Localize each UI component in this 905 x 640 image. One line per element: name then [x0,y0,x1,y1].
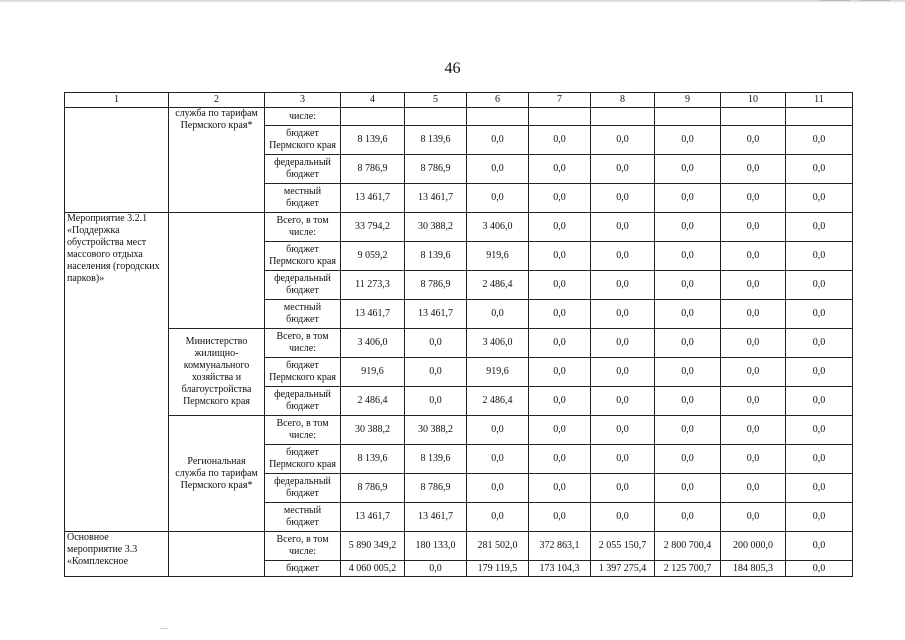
value-cell: 0,0 [721,271,786,300]
value-cell: 13 461,7 [405,184,467,213]
value-cell: 2 125 700,7 [655,561,721,577]
value-cell: 0,0 [786,155,853,184]
value-cell [341,108,405,126]
measure-cell: Основное мероприятие 3.3 «Комплексное [65,532,169,577]
value-cell: 0,0 [529,474,591,503]
value-cell: 0,0 [655,387,721,416]
value-cell: 0,0 [721,387,786,416]
value-cell: 13 461,7 [405,503,467,532]
value-cell: 0,0 [721,474,786,503]
value-cell: 13 461,7 [341,503,405,532]
value-cell: 200 000,0 [721,532,786,561]
value-cell: 8 786,9 [341,474,405,503]
value-cell: 0,0 [591,271,655,300]
value-cell: 0,0 [591,329,655,358]
source-cell: бюджет Пермского края [265,445,341,474]
value-cell: 9 059,2 [341,242,405,271]
org-cell: Министерство жилищно-коммунального хозяйства и благоустройства Пермского края [169,329,265,416]
value-cell: 2 486,4 [341,387,405,416]
value-cell: 0,0 [529,445,591,474]
value-cell: 0,0 [721,300,786,329]
value-cell: 0,0 [786,300,853,329]
value-cell: 30 388,2 [405,416,467,445]
value-cell [405,108,467,126]
value-cell: 0,0 [529,242,591,271]
value-cell: 0,0 [655,416,721,445]
value-cell: 4 060 005,2 [341,561,405,577]
value-cell: 0,0 [467,416,529,445]
org-cell [169,532,265,577]
value-cell: 0,0 [721,445,786,474]
header-cell: 6 [467,93,529,108]
value-cell: 3 406,0 [467,213,529,242]
source-cell: Всего, в том числе: [265,532,341,561]
value-cell: 0,0 [591,474,655,503]
value-cell: 0,0 [655,271,721,300]
value-cell [786,108,853,126]
value-cell: 8 139,6 [341,445,405,474]
value-cell: 0,0 [405,329,467,358]
value-cell: 919,6 [467,242,529,271]
value-cell: 0,0 [591,358,655,387]
value-cell: 0,0 [591,155,655,184]
source-cell: бюджет Пермского края [265,126,341,155]
table-row [65,329,853,358]
header-cell: 7 [529,93,591,108]
value-cell: 8 139,6 [405,126,467,155]
value-cell: 0,0 [529,387,591,416]
measure-cell: Мероприятие 3.2.1 «Поддержка обустройства мест массового отдыха населения (городских парков)» [65,213,169,532]
value-cell: 8 786,9 [405,474,467,503]
value-cell: 0,0 [467,445,529,474]
value-cell: 0,0 [786,532,853,561]
header-cell: 4 [341,93,405,108]
value-cell: 0,0 [786,184,853,213]
source-cell: федеральный бюджет [265,271,341,300]
value-cell: 5 890 349,2 [341,532,405,561]
value-cell: 0,0 [591,445,655,474]
value-cell: 180 133,0 [405,532,467,561]
value-cell: 0,0 [467,474,529,503]
value-cell: 2 800 700,4 [655,532,721,561]
measure-cell [65,108,169,213]
value-cell: 0,0 [529,126,591,155]
value-cell: 0,0 [655,503,721,532]
header-row [65,93,853,108]
value-cell: 372 863,1 [529,532,591,561]
value-cell: 0,0 [655,300,721,329]
value-cell: 0,0 [786,503,853,532]
value-cell: 8 139,6 [405,242,467,271]
source-cell: местный бюджет [265,300,341,329]
page-number: 46 [444,60,461,77]
source-cell: бюджет [265,561,341,577]
value-cell: 0,0 [529,503,591,532]
value-cell: 0,0 [529,416,591,445]
value-cell: 0,0 [721,416,786,445]
value-cell: 0,0 [405,561,467,577]
value-cell: 0,0 [529,271,591,300]
value-cell: 0,0 [655,184,721,213]
value-cell: 3 406,0 [467,329,529,358]
source-cell: местный бюджет [265,503,341,532]
source-cell: бюджет Пермского края [265,242,341,271]
value-cell: 0,0 [655,155,721,184]
table-row [65,213,853,242]
value-cell: 919,6 [467,358,529,387]
value-cell: 13 461,7 [341,300,405,329]
value-cell: 0,0 [721,126,786,155]
value-cell: 0,0 [467,300,529,329]
source-cell: федеральный бюджет [265,155,341,184]
value-cell: 0,0 [591,242,655,271]
value-cell: 0,0 [529,213,591,242]
value-cell: 184 805,3 [721,561,786,577]
value-cell: 0,0 [721,358,786,387]
value-cell: 0,0 [655,474,721,503]
source-cell: Всего, в том числе: [265,329,341,358]
source-cell: Всего, в том числе: [265,416,341,445]
value-cell: 0,0 [529,300,591,329]
value-cell: 0,0 [591,213,655,242]
value-cell: 0,0 [405,387,467,416]
org-cell: служба по тарифам Пермского края* [169,108,265,213]
value-cell: 13 461,7 [405,300,467,329]
table-row [65,532,853,561]
value-cell: 0,0 [655,242,721,271]
table-row [65,108,853,126]
value-cell: 8 786,9 [405,155,467,184]
scan-mark [820,0,850,7]
value-cell: 0,0 [405,358,467,387]
value-cell: 2 486,4 [467,271,529,300]
value-cell [591,108,655,126]
value-cell: 0,0 [467,155,529,184]
value-cell: 0,0 [786,213,853,242]
value-cell: 173 104,3 [529,561,591,577]
value-cell: 0,0 [786,445,853,474]
value-cell: 0,0 [786,271,853,300]
source-cell: Всего, в том числе: [265,213,341,242]
value-cell: 0,0 [591,126,655,155]
value-cell: 3 406,0 [341,329,405,358]
value-cell: 0,0 [591,184,655,213]
value-cell: 0,0 [467,126,529,155]
value-cell: 0,0 [655,329,721,358]
value-cell: 0,0 [721,213,786,242]
value-cell: 281 502,0 [467,532,529,561]
value-cell: 0,0 [591,416,655,445]
value-cell [655,108,721,126]
value-cell: 0,0 [529,358,591,387]
value-cell: 0,0 [786,416,853,445]
value-cell: 8 786,9 [405,271,467,300]
value-cell: 0,0 [721,184,786,213]
value-cell: 8 139,6 [405,445,467,474]
org-cell: Региональная служба по тарифам Пермского края* [169,416,265,532]
scan-edge [0,0,905,3]
value-cell: 0,0 [591,300,655,329]
value-cell: 0,0 [721,503,786,532]
header-cell: 11 [786,93,853,108]
value-cell: 13 461,7 [341,184,405,213]
value-cell: 0,0 [721,242,786,271]
source-cell: федеральный бюджет [265,387,341,416]
header-cell: 8 [591,93,655,108]
budget-table [64,92,853,577]
scan-mark [160,628,168,635]
value-cell: 30 388,2 [405,213,467,242]
value-cell [467,108,529,126]
value-cell: 0,0 [529,155,591,184]
value-cell: 8 139,6 [341,126,405,155]
value-cell: 2 486,4 [467,387,529,416]
value-cell: 11 273,3 [341,271,405,300]
value-cell [529,108,591,126]
value-cell: 0,0 [655,126,721,155]
value-cell: 0,0 [786,387,853,416]
source-cell: федеральный бюджет [265,474,341,503]
value-cell: 0,0 [786,474,853,503]
value-cell: 919,6 [341,358,405,387]
header-cell: 3 [265,93,341,108]
value-cell: 0,0 [786,358,853,387]
value-cell: 0,0 [721,329,786,358]
value-cell: 0,0 [786,242,853,271]
value-cell: 0,0 [467,503,529,532]
value-cell: 0,0 [467,184,529,213]
header-cell: 2 [169,93,265,108]
value-cell: 0,0 [591,503,655,532]
org-cell [169,213,265,329]
value-cell: 30 388,2 [341,416,405,445]
table-row [65,416,853,445]
source-cell: числе: [265,108,341,126]
value-cell: 0,0 [655,358,721,387]
value-cell: 0,0 [655,213,721,242]
header-cell: 5 [405,93,467,108]
value-cell: 2 055 150,7 [591,532,655,561]
value-cell: 0,0 [721,155,786,184]
value-cell: 0,0 [655,445,721,474]
value-cell: 0,0 [786,329,853,358]
value-cell: 0,0 [529,329,591,358]
value-cell: 8 786,9 [341,155,405,184]
source-cell: бюджет Пермского края [265,358,341,387]
source-cell: местный бюджет [265,184,341,213]
value-cell [721,108,786,126]
value-cell: 0,0 [529,184,591,213]
scan-mark [860,0,890,7]
value-cell: 0,0 [786,561,853,577]
header-cell: 9 [655,93,721,108]
value-cell: 179 119,5 [467,561,529,577]
header-cell: 1 [65,93,169,108]
value-cell: 0,0 [591,387,655,416]
header-cell: 10 [721,93,786,108]
value-cell: 33 794,2 [341,213,405,242]
value-cell: 0,0 [786,126,853,155]
value-cell: 1 397 275,4 [591,561,655,577]
